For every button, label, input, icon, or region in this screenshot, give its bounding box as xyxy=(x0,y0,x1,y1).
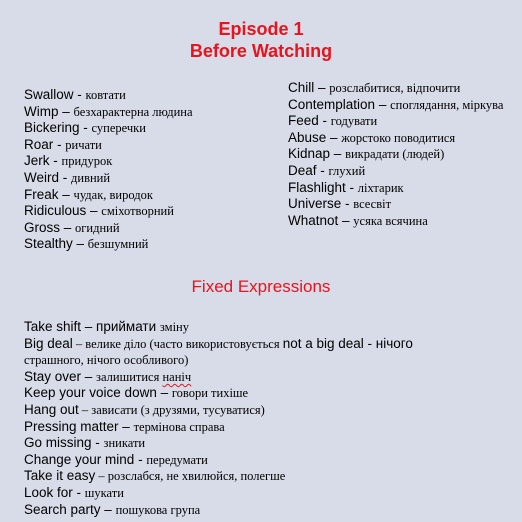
translation: жорстоко поводитися xyxy=(341,130,456,145)
vocab-item: Abuse – жорстоко поводитися xyxy=(288,129,456,145)
expression-item: Take it easy – розслабся, не хвилюйся, полегше xyxy=(24,468,286,484)
expression-item xyxy=(24,319,413,336)
translation: сміхотворний xyxy=(101,204,174,219)
expression-item: Search party – пошукова група xyxy=(24,501,201,517)
term: Freak xyxy=(24,186,59,202)
vocab-item: Stealthy – безшумний xyxy=(24,236,149,252)
vocab-item: Weird - дивний xyxy=(24,169,111,185)
translation: безхарактерна людина xyxy=(73,104,193,119)
term: Pressing matter xyxy=(24,418,119,434)
translation: розслабитися, відпочити xyxy=(329,81,461,95)
vocab-item: Deaf - глухий xyxy=(288,162,366,178)
vocab-item: Bickering - суперечки xyxy=(24,120,146,136)
translation: безшумний xyxy=(87,237,149,252)
term: Kidnap xyxy=(288,146,331,162)
vocab-item: Ridiculous – сміхотворний xyxy=(24,203,174,219)
vocab-item: Feed - годувати xyxy=(288,113,378,129)
translation: зміну xyxy=(159,320,189,334)
vocab-item: Wimp – безхарактерна людина xyxy=(24,103,193,119)
translation: дивний xyxy=(71,170,111,185)
translation: зависати (з друзями, тусуватися) xyxy=(91,402,265,417)
expression-item: Stay over – залишитися наніч xyxy=(24,368,192,384)
vocab-item: Freak – чудак, виродок xyxy=(24,186,153,202)
translation: пошукова група xyxy=(115,502,201,517)
term: Universe xyxy=(288,196,342,212)
term: Weird xyxy=(24,169,60,185)
term: Jerk xyxy=(24,153,50,169)
section-title: Before Watching xyxy=(189,41,333,61)
term: Take shift – приймати xyxy=(24,319,160,334)
term: Take it easy xyxy=(24,468,96,484)
term: Stealthy xyxy=(24,236,73,252)
term: Chill xyxy=(288,80,315,95)
term: Stay over xyxy=(24,368,82,384)
vocab-list-right xyxy=(288,80,503,229)
term: Contemplation xyxy=(288,96,376,112)
term: Go missing xyxy=(24,435,92,451)
translation: залишитися xyxy=(96,369,163,384)
term: Roar xyxy=(24,136,54,152)
expression-item: Go missing - зникати xyxy=(24,435,146,451)
fixed-expressions-list xyxy=(24,319,413,518)
term: Change your mind xyxy=(24,451,139,467)
translation: ковтати xyxy=(85,88,126,102)
vocab-item: Chill – розслабитися, відпочити xyxy=(288,80,461,95)
translation: термінова справа xyxy=(133,419,225,434)
term: Hang out xyxy=(24,401,79,417)
term: Gross xyxy=(24,219,61,235)
vocab-item: Universe - всесвіт xyxy=(288,196,392,212)
term: Bickering xyxy=(24,120,80,136)
translation: усяка всячина xyxy=(353,213,428,228)
term: Feed xyxy=(288,113,319,129)
vocab-item: Whatnot – усяка всячина xyxy=(288,212,428,228)
vocab-item: Kidnap – викрадати (людей) xyxy=(288,146,445,162)
episode-title: Episode 1 xyxy=(218,19,304,39)
vocab-list-left xyxy=(24,87,193,253)
translation: викрадати (людей) xyxy=(345,147,445,162)
term: Wimp xyxy=(24,103,59,119)
vocab-item: Roar - ричати xyxy=(24,136,102,152)
expression-item-continued xyxy=(24,352,413,369)
translation: передумати xyxy=(146,452,208,467)
translation: чудак, виродок xyxy=(73,187,153,202)
term: Look for xyxy=(24,484,73,500)
translation: споглядання, міркува xyxy=(390,97,504,112)
term: Ridiculous xyxy=(24,203,87,219)
vocab-item: Gross – огидний xyxy=(24,219,120,235)
translation: придурок xyxy=(61,154,113,169)
expression-item: Pressing matter – термінова справа xyxy=(24,418,225,434)
term: Whatnot xyxy=(288,212,339,228)
translation: ричати xyxy=(65,137,102,152)
translation: огидний xyxy=(75,220,120,235)
translation: суперечки xyxy=(91,121,146,136)
translation: зникати xyxy=(103,436,146,451)
term: Big deal xyxy=(24,335,73,351)
translation: глухий xyxy=(328,163,366,178)
expression-item: Hang out – зависати (з друзями, тусуватися) xyxy=(24,401,265,417)
fixed-expressions-heading: Fixed Expressions xyxy=(191,277,331,296)
vocab-item: Contemplation – споглядання, міркува xyxy=(288,96,504,112)
translation: ліхтарик xyxy=(357,180,404,195)
note: not a big deal - нічого xyxy=(282,335,413,351)
translation: страшного, нічого особливого) xyxy=(24,353,189,368)
term: Abuse xyxy=(288,129,327,145)
translation: – велике діло (часто використовується xyxy=(72,336,283,351)
vocab-item: Jerk - придурок xyxy=(24,153,113,169)
spellcheck-marked-word: наніч xyxy=(162,369,192,384)
translation: говори тихіше xyxy=(171,386,249,401)
term: Deaf xyxy=(288,162,317,178)
term: Keep your voice down xyxy=(24,385,157,401)
expression-item: Look for - шукати xyxy=(24,484,124,500)
expression-item: Change your mind - передумати xyxy=(24,451,208,467)
translation: шукати xyxy=(84,485,124,500)
term: Search party xyxy=(24,501,101,517)
translation: всесвіт xyxy=(353,197,392,212)
vocab-item: Swallow - ковтати xyxy=(24,87,126,102)
vocab-item: Flashlight - ліхтарик xyxy=(288,179,404,195)
term: Flashlight xyxy=(288,179,346,195)
translation: годувати xyxy=(330,114,378,129)
translation: розслабся, не хвилюйся, полегше xyxy=(107,469,286,484)
expression-item: Keep your voice down – говори тихіше xyxy=(24,385,249,401)
expression-item xyxy=(24,336,413,353)
term: Swallow xyxy=(24,87,74,102)
